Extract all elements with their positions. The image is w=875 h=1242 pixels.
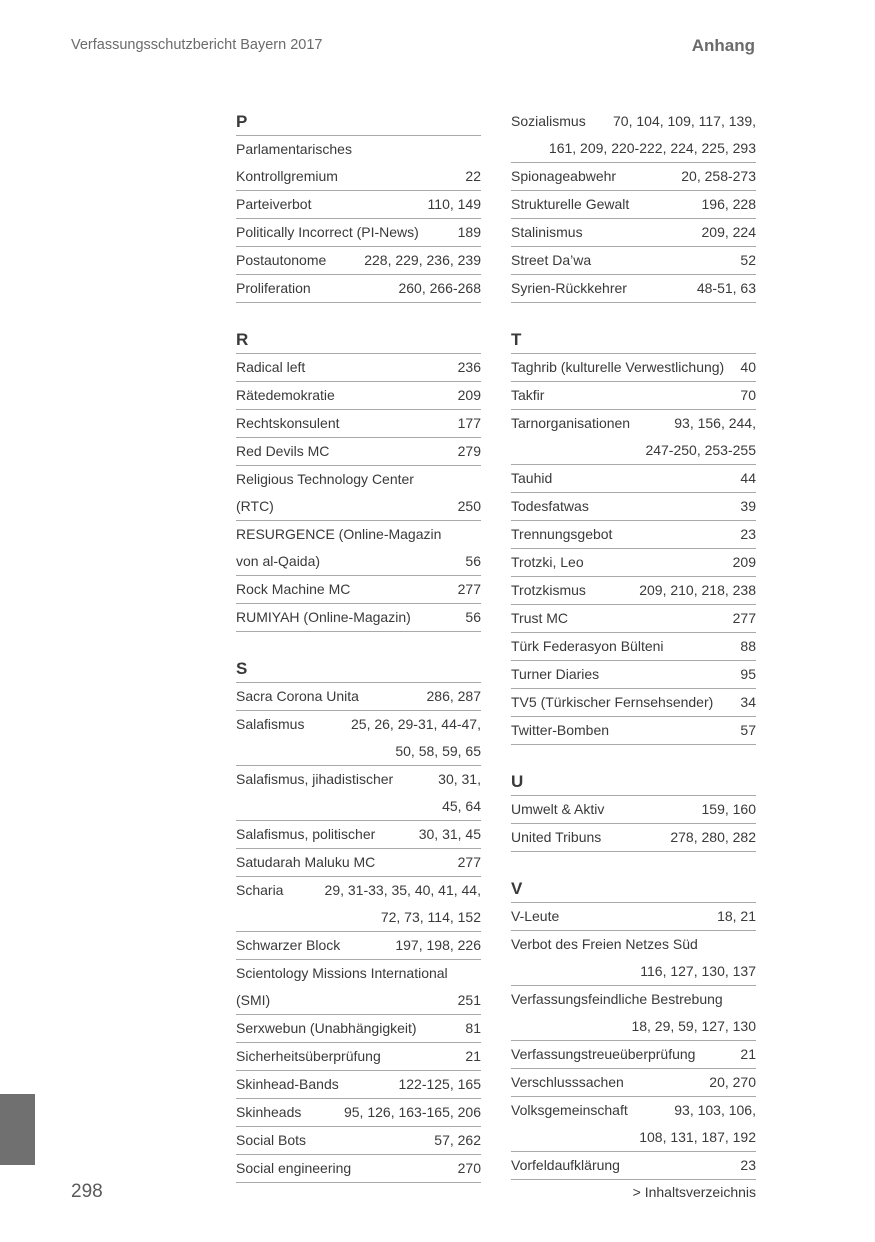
page-edge-tab [0, 1094, 35, 1165]
index-entry-line [236, 877, 481, 904]
index-entry [236, 521, 481, 576]
index-term: Parteiverbot [236, 196, 312, 212]
index-entry [236, 1155, 481, 1183]
index-letter-heading: S [236, 655, 481, 683]
index-page-refs: 39 [740, 498, 756, 514]
index-entry-line [236, 932, 481, 959]
index-term: Salafismus [236, 716, 305, 732]
index-entry [511, 521, 756, 549]
index-term: Vorfeldaufklärung [511, 1157, 620, 1173]
index-page-refs: 277 [457, 581, 481, 597]
index-entry [236, 438, 481, 466]
index-term: Social engineering [236, 1160, 352, 1176]
index-term: Skinhead-Bands [236, 1076, 339, 1092]
index-term: Rock Machine MC [236, 581, 351, 597]
index-entry-line [511, 354, 756, 381]
index-page-refs: 116, 127, 130, 137 [640, 963, 756, 979]
index-section [511, 875, 756, 1180]
index-page-refs: 251 [457, 992, 481, 1008]
running-header-title: Verfassungsschutzbericht Bayern 2017 [71, 37, 323, 53]
index-page-refs: 30, 31, 45 [418, 826, 481, 842]
index-term: Umwelt & Aktiv [511, 801, 605, 817]
index-term: Strukturelle Gewalt [511, 196, 630, 212]
index-entry-line [236, 1099, 481, 1126]
index-entry [511, 163, 756, 191]
index-page-refs: 70 [740, 387, 756, 403]
index-entry-line [236, 136, 481, 163]
index-entry [511, 986, 756, 1041]
index-section [511, 326, 756, 745]
index-entry [511, 796, 756, 824]
index-page-refs: 247-250, 253-255 [645, 442, 756, 458]
index-page-refs: 34 [740, 694, 756, 710]
index-entry [511, 717, 756, 745]
index-entry-line [511, 247, 756, 274]
index-term: TV5 (Türkischer Fernsehsender) [511, 694, 714, 710]
index-entry-line [236, 987, 481, 1014]
index-term: Tauhid [511, 470, 553, 486]
index-term: (RTC) [236, 498, 274, 514]
index-entry [236, 1071, 481, 1099]
index-page-refs: 25, 26, 29-31, 44-47, [351, 716, 481, 732]
index-entry-line [511, 1152, 756, 1179]
index-page-refs: 197, 198, 226 [395, 937, 481, 953]
index-term: Social Bots [236, 1132, 307, 1148]
index-entry-line [236, 438, 481, 465]
index-page-refs: 44 [740, 470, 756, 486]
index-page-refs: 236 [457, 359, 481, 375]
index-term: Satudarah Maluku MC [236, 854, 376, 870]
index-entry [236, 1015, 481, 1043]
index-entry [511, 354, 756, 382]
index-entry [511, 633, 756, 661]
index-entry [236, 191, 481, 219]
index-page-refs: 72, 73, 114, 152 [380, 909, 481, 925]
index-entry-line [236, 247, 481, 274]
index-entry [236, 821, 481, 849]
index-entry-line [511, 689, 756, 716]
index-entry [511, 605, 756, 633]
index-page-refs: 286, 287 [426, 688, 481, 704]
index-term: Serxwebun (Unabhängigkeit) [236, 1020, 417, 1036]
index-page-refs: 21 [740, 1046, 756, 1062]
index-entry-line [236, 821, 481, 848]
index-entry-line [511, 796, 756, 823]
index-term: Postautonome [236, 252, 327, 268]
index-page-refs: 93, 156, 244, [674, 415, 756, 431]
index-entry [511, 1069, 756, 1097]
index-term: Skinheads [236, 1104, 302, 1120]
index-term: Verfassungstreueüberprüfung [511, 1046, 696, 1062]
index-term: Trotzki, Leo [511, 554, 584, 570]
index-entry-line [511, 219, 756, 246]
index-entry-line [511, 108, 756, 135]
index-page-refs: 177 [457, 415, 481, 431]
index-entry-line [236, 163, 481, 190]
index-entry [511, 219, 756, 247]
index-entry-line [236, 275, 481, 302]
index-entry-line [511, 1013, 756, 1040]
index-term: Verschlusssachen [511, 1074, 624, 1090]
index-term: Salafismus, politischer [236, 826, 376, 842]
index-entry-line [511, 410, 756, 437]
index-term: Takfir [511, 387, 545, 403]
index-entry-line [236, 466, 481, 493]
index-term: Sicherheitsüberprüfung [236, 1048, 381, 1064]
index-entry [236, 382, 481, 410]
index-page-refs: 40 [740, 359, 756, 375]
index-entry [511, 247, 756, 275]
index-entry-line [511, 717, 756, 744]
index-entry-line [236, 1043, 481, 1070]
index-entry [511, 493, 756, 521]
index-entry-line [236, 793, 481, 820]
index-term: RUMIYAH (Online-Magazin) [236, 609, 411, 625]
index-term: Proliferation [236, 280, 311, 296]
index-letter-heading: U [511, 768, 756, 796]
index-page-refs: 277 [732, 610, 756, 626]
index-entry-line [511, 1097, 756, 1124]
index-entry [236, 354, 481, 382]
index-page-refs: 50, 58, 59, 65 [395, 743, 481, 759]
index-page-refs: 18, 29, 59, 127, 130 [631, 1018, 756, 1034]
index-entry [236, 849, 481, 877]
index-term: von al-Qaida) [236, 553, 321, 569]
index-entry [511, 903, 756, 931]
index-term: United Tribuns [511, 829, 602, 845]
index-entry [236, 932, 481, 960]
index-entry [236, 576, 481, 604]
index-term: Spionageabwehr [511, 168, 617, 184]
index-entry [236, 604, 481, 632]
index-term: Tarnorganisationen [511, 415, 631, 431]
index-entry-line [236, 766, 481, 793]
index-entry-line [236, 493, 481, 520]
index-letter-heading: V [511, 875, 756, 903]
index-page-refs: 108, 131, 187, 192 [639, 1129, 756, 1145]
index-entry-line [511, 1041, 756, 1068]
index-term: Scientology Missions International [236, 965, 448, 981]
index-page-refs: 209, 210, 218, 238 [639, 582, 756, 598]
index-term: Trennungsgebot [511, 526, 613, 542]
index-entry-line [511, 958, 756, 985]
index-entry-line [511, 163, 756, 190]
index-page-refs: 30, 31, [438, 771, 481, 787]
index-page-refs: 70, 104, 109, 117, 139, [613, 113, 756, 129]
index-page-refs: 48-51, 63 [696, 280, 756, 296]
index-page-refs: 250 [457, 498, 481, 514]
index-page-refs: 18, 21 [717, 908, 756, 924]
index-entry [511, 191, 756, 219]
index-column-left [236, 108, 481, 1206]
index-page-refs: 20, 258-273 [681, 168, 756, 184]
index-term: Radical left [236, 359, 306, 375]
index-entry [236, 1127, 481, 1155]
index-entry-line [511, 1124, 756, 1151]
index-page-refs: 209 [457, 387, 481, 403]
index-column-right [511, 108, 756, 1203]
index-page-refs: 45, 64 [442, 798, 481, 814]
index-entry-line [236, 548, 481, 575]
index-entry [511, 410, 756, 465]
table-of-contents-link[interactable]: > Inhaltsverzeichnis [632, 1184, 756, 1200]
index-entry [511, 549, 756, 577]
index-entry [236, 410, 481, 438]
index-page-refs: 20, 270 [709, 1074, 756, 1090]
index-entry [511, 465, 756, 493]
index-entry [236, 711, 481, 766]
index-entry [236, 683, 481, 711]
index-term: Rechtskonsulent [236, 415, 340, 431]
index-entry-line [511, 577, 756, 604]
index-page-refs: 56 [465, 553, 481, 569]
index-entry [511, 689, 756, 717]
index-term: Verbot des Freien Netzes Süd [511, 936, 698, 952]
index-term: Politically Incorrect (PI-News) [236, 224, 419, 240]
index-entry [236, 1099, 481, 1127]
index-section [236, 108, 481, 303]
index-entry-line [511, 824, 756, 851]
index-page-refs: 23 [740, 1157, 756, 1173]
index-entry-line [511, 605, 756, 632]
index-entry [236, 136, 481, 191]
index-page-refs: 23 [740, 526, 756, 542]
index-entry-line [511, 903, 756, 930]
index-term: Kontrollgremium [236, 168, 338, 184]
index-entry-line [511, 465, 756, 492]
index-entry [236, 877, 481, 932]
index-entry-line [511, 633, 756, 660]
index-entry-line [236, 1155, 481, 1182]
index-term: (SMI) [236, 992, 271, 1008]
index-term: Sozialismus [511, 113, 586, 129]
index-entry-line [511, 493, 756, 520]
index-entry-line [511, 437, 756, 464]
index-term: RESURGENCE (Online-Magazin [236, 526, 442, 542]
index-entry [511, 1041, 756, 1069]
index-entry [511, 931, 756, 986]
index-entry [511, 661, 756, 689]
index-page-refs: 110, 149 [427, 196, 481, 212]
index-entry-line [236, 1127, 481, 1154]
index-entry-line [511, 661, 756, 688]
index-page-refs: 88 [740, 638, 756, 654]
index-term: V-Leute [511, 908, 560, 924]
index-term: Todesfatwas [511, 498, 589, 514]
index-page-refs: 260, 266-268 [398, 280, 481, 296]
index-entry-line [236, 354, 481, 381]
index-letter-heading: T [511, 326, 756, 354]
index-page-refs: 209 [732, 554, 756, 570]
index-page-refs: 270 [457, 1160, 481, 1176]
index-page-refs: 52 [740, 252, 756, 268]
page-number: 298 [71, 1181, 103, 1202]
index-section [511, 768, 756, 852]
index-entry-line [236, 382, 481, 409]
index-page-refs: 21 [465, 1048, 481, 1064]
index-entry-line [511, 521, 756, 548]
index-term: Trotzkismus [511, 582, 586, 598]
index-letter-heading: P [236, 108, 481, 136]
index-entry [511, 824, 756, 852]
index-page-refs: 228, 229, 236, 239 [364, 252, 481, 268]
index-page-refs: 22 [465, 168, 481, 184]
index-page-refs: 159, 160 [701, 801, 756, 817]
index-entry-line [236, 904, 481, 931]
index-term: Schwarzer Block [236, 937, 341, 953]
index-page-refs: 95, 126, 163-165, 206 [343, 1104, 481, 1120]
index-entry-line [236, 604, 481, 631]
index-page-refs: 161, 209, 220-222, 224, 225, 293 [548, 140, 756, 156]
index-section [511, 108, 756, 303]
index-entry-line [236, 738, 481, 765]
index-entry-line [511, 1069, 756, 1096]
index-entry-line [511, 275, 756, 302]
index-entry [511, 382, 756, 410]
index-entry [236, 466, 481, 521]
index-entry [236, 219, 481, 247]
index-page-refs: 189 [457, 224, 481, 240]
index-page-refs: 278, 280, 282 [670, 829, 756, 845]
index-page-refs: 56 [465, 609, 481, 625]
index-entry-line [236, 1071, 481, 1098]
index-page-refs: 57, 262 [434, 1132, 481, 1148]
index-term: Salafismus, jihadistischer [236, 771, 394, 787]
index-entry-line [511, 931, 756, 958]
index-entry [236, 1043, 481, 1071]
index-letter-heading: R [236, 326, 481, 354]
index-term: Volksgemeinschaft [511, 1102, 628, 1118]
index-entry [511, 1152, 756, 1180]
index-page-refs: 209, 224 [701, 224, 756, 240]
index-term: Verfassungsfeindliche Bestrebung [511, 991, 723, 1007]
index-entry [236, 247, 481, 275]
index-term: Street Da’wa [511, 252, 592, 268]
index-entry-line [236, 1015, 481, 1042]
index-entry [236, 960, 481, 1015]
index-entry [511, 275, 756, 303]
index-term: Rätedemokratie [236, 387, 335, 403]
index-entry-line [511, 549, 756, 576]
index-entry-line [236, 960, 481, 987]
index-page-refs: 81 [465, 1020, 481, 1036]
index-entry-line [511, 191, 756, 218]
index-entry-line [236, 410, 481, 437]
index-term: Twitter-Bomben [511, 722, 610, 738]
index-page-refs: 279 [457, 443, 481, 459]
index-entry-line [236, 576, 481, 603]
index-term: Taghrib (kulturelle Verwestlichung) [511, 359, 725, 375]
index-page-refs: 122-125, 165 [398, 1076, 481, 1092]
index-section [236, 326, 481, 632]
index-term: Parlamentarisches [236, 141, 352, 157]
index-entry [511, 577, 756, 605]
index-entry-line [511, 986, 756, 1013]
index-entry-line [236, 191, 481, 218]
index-page-refs: 57 [740, 722, 756, 738]
index-term: Türk Federasyon Bülteni [511, 638, 664, 654]
index-page-refs: 95 [740, 666, 756, 682]
index-entry-line [236, 219, 481, 246]
index-term: Syrien-Rückkehrer [511, 280, 627, 296]
index-term: Religious Technology Center [236, 471, 414, 487]
index-entry [236, 766, 481, 821]
index-term: Scharia [236, 882, 284, 898]
index-page-refs: 93, 103, 106, [674, 1102, 756, 1118]
index-page-refs: 277 [457, 854, 481, 870]
index-term: Turner Diaries [511, 666, 600, 682]
index-page-refs: 29, 31-33, 35, 40, 41, 44, [324, 882, 481, 898]
index-term: Red Devils MC [236, 443, 330, 459]
index-entry [511, 108, 756, 163]
index-entry [511, 1097, 756, 1152]
index-term: Stalinismus [511, 224, 583, 240]
index-entry-line [236, 683, 481, 710]
index-section [236, 655, 481, 1183]
index-page-refs: 196, 228 [701, 196, 756, 212]
index-entry-line [236, 849, 481, 876]
index-entry [236, 275, 481, 303]
index-term: Sacra Corona Unita [236, 688, 359, 704]
index-entry-line [511, 382, 756, 409]
index-term: Trust MC [511, 610, 569, 626]
index-entry-line [236, 521, 481, 548]
index-entry-line [236, 711, 481, 738]
running-header-section: Anhang [691, 36, 755, 55]
index-entry-line [511, 135, 756, 162]
